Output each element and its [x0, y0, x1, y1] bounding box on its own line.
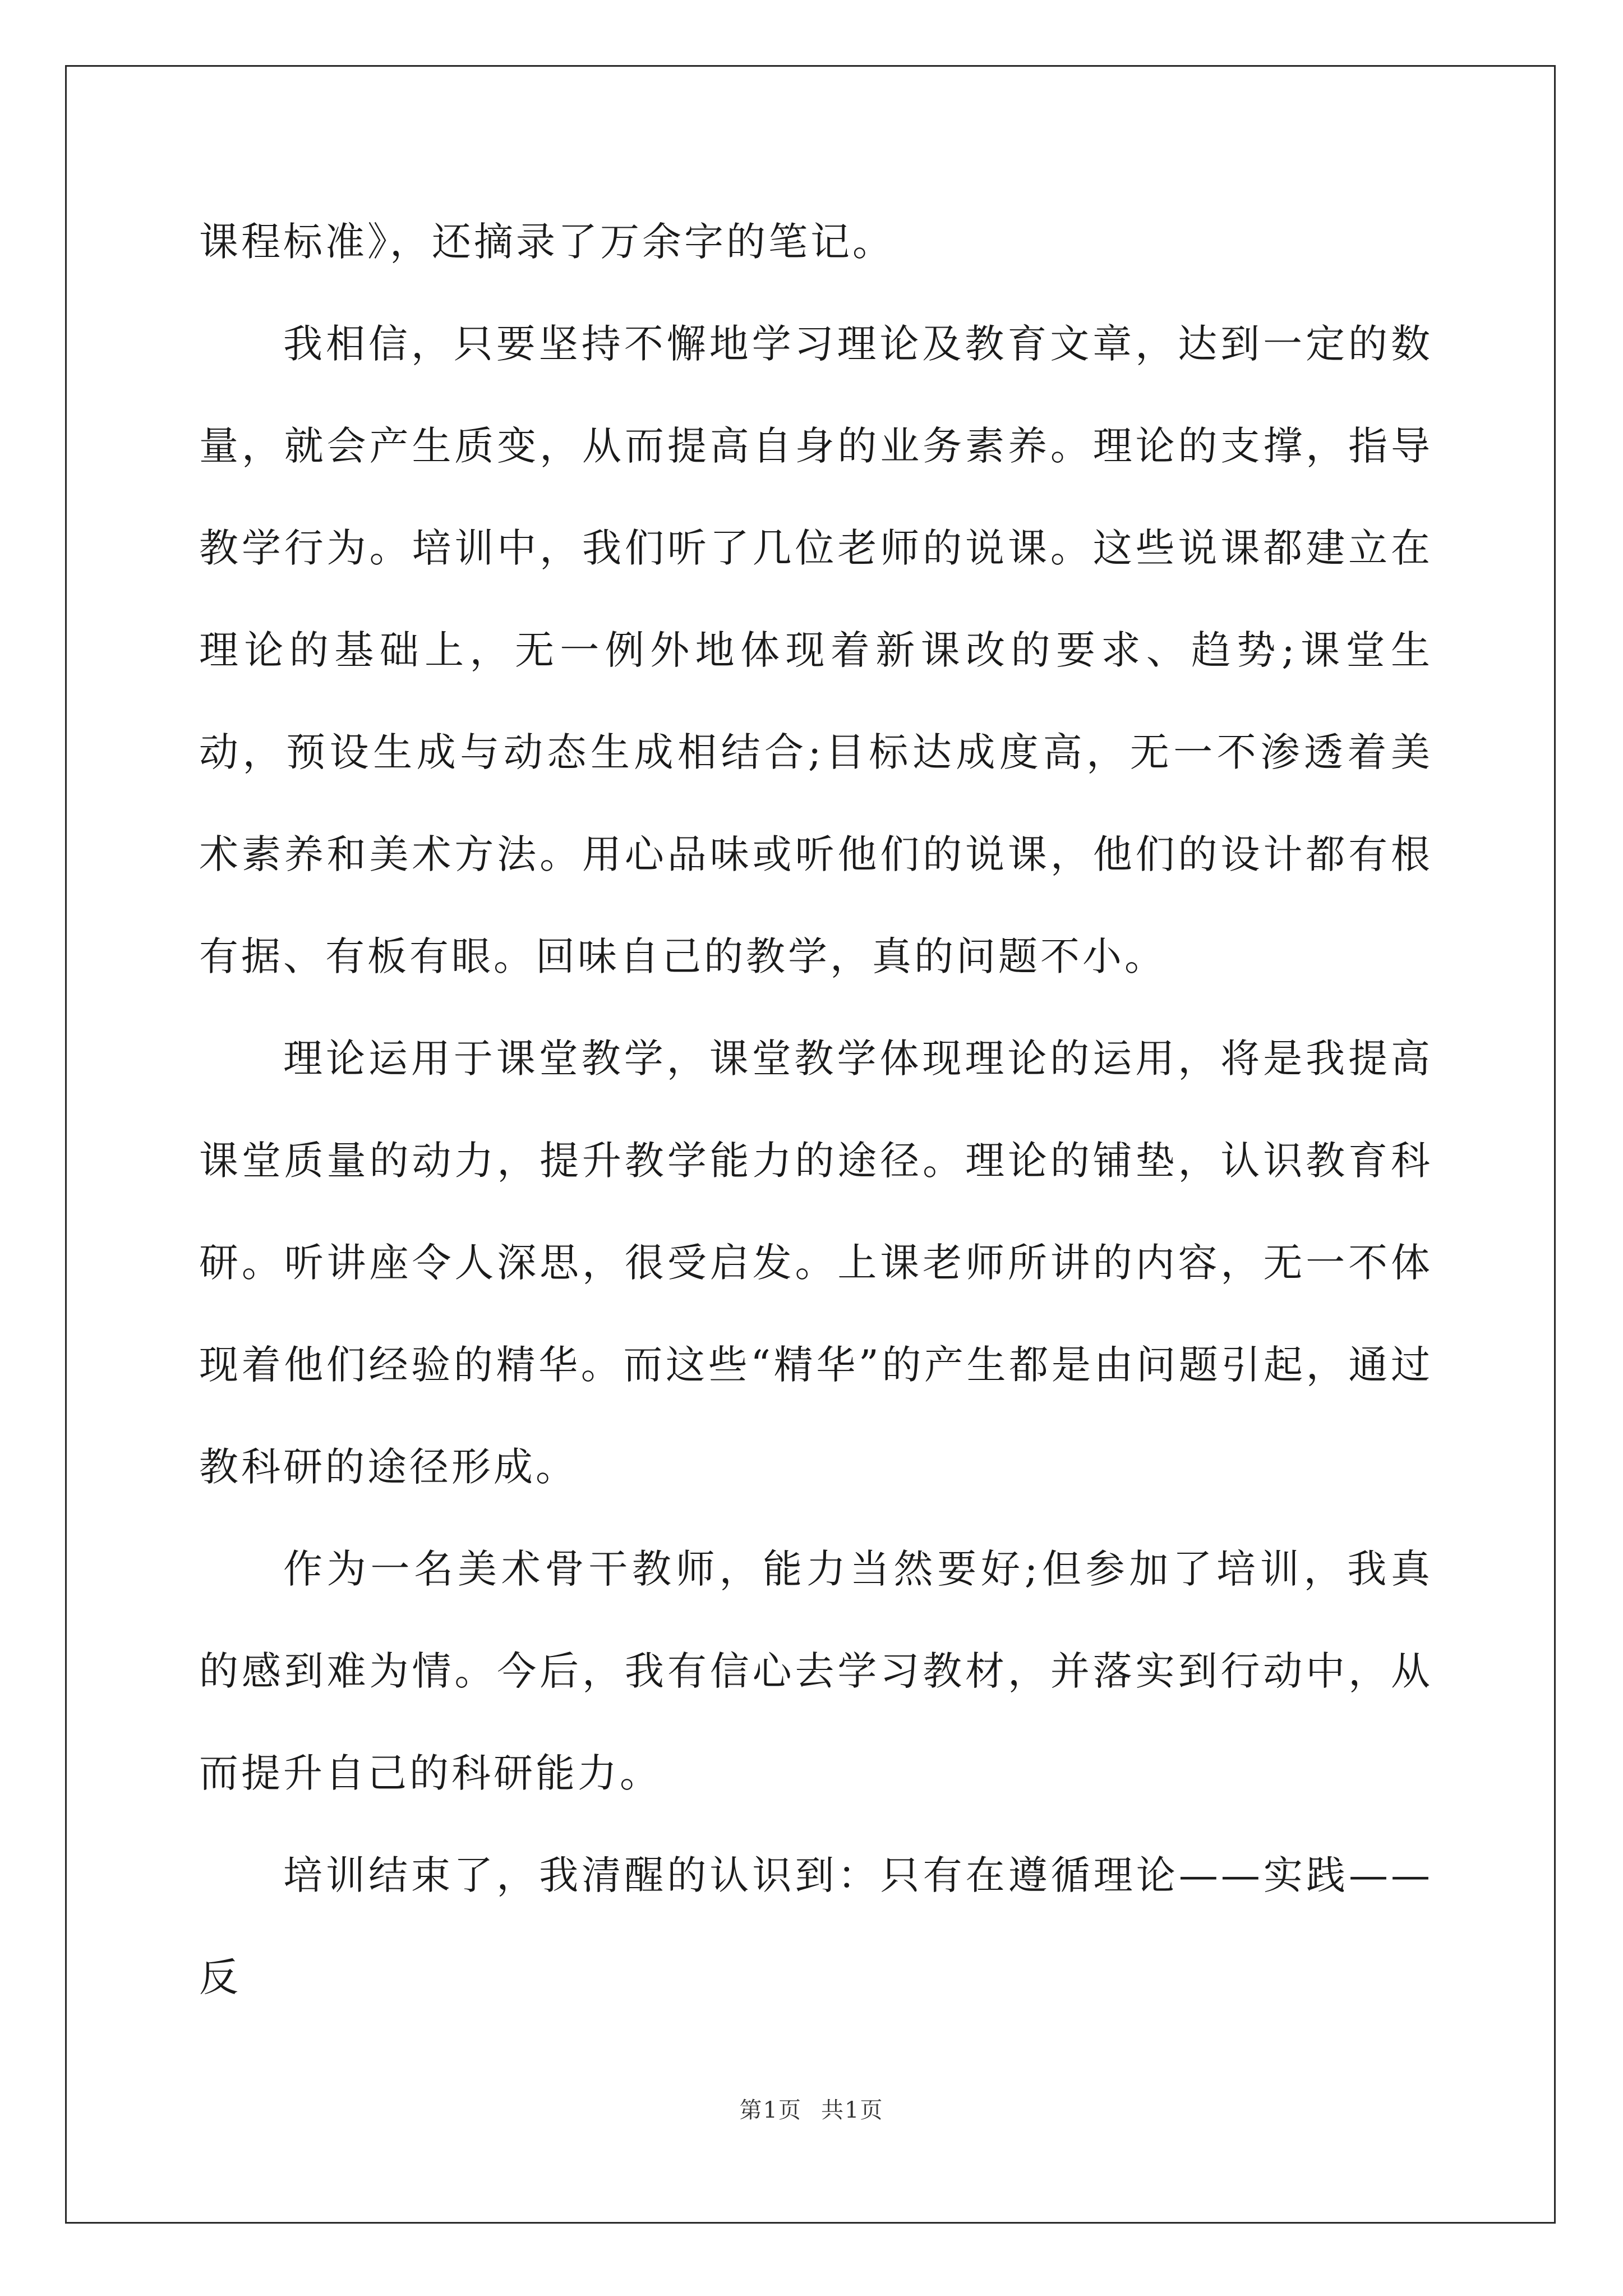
paragraph-3: 理论运用于课堂教学，课堂教学体现理论的运用，将是我提高课堂质量的动力，提升教学能力的途径。理论的铺垫，认识教育科研。听讲座令人深思，很受启发。上课老师所讲的内容，无一不体现着他们经验的精华。而这些“精华”的产生都是由问题引起，通过教科研的途径形成。 [199, 1036, 1433, 1490]
document-body [199, 191, 1433, 2028]
page-number: 第1页 [739, 2097, 802, 2123]
page-total: 共1页 [821, 2097, 884, 2123]
paragraph-1: 课程标准》，还摘录了万余字的笔记。 [199, 219, 895, 265]
paragraph-4: 作为一名美术骨干教师，能力当然要好;但参加了培训，我真的感到难为情。今后，我有信心去学习教材，并落实到行动中，从而提升自己的科研能力。 [199, 1546, 1433, 1796]
paragraph-2: 我相信，只要坚持不懈地学习理论及教育文章，达到一定的数量，就会产生质变，从而提高自身的业务素养。理论的支撑，指导教学行为。培训中，我们听了几位老师的说课。这些说课都建立在理论的基础上，无一例外地体现着新课改的要求、趋势;课堂生动，预设生成与动态生成相结合;目标达成度高，无一不渗透着美术素养和美术方法。用心品味或听他们的说课，他们的设计都有根有据、有板有眼。回味自己的教学，真的问题不小。 [199, 321, 1433, 979]
page-footer [0, 2092, 1623, 2124]
paragraph-5: 培训结束了，我清醒的认识到：只有在遵循理论——实践——反 [199, 1852, 1433, 2000]
